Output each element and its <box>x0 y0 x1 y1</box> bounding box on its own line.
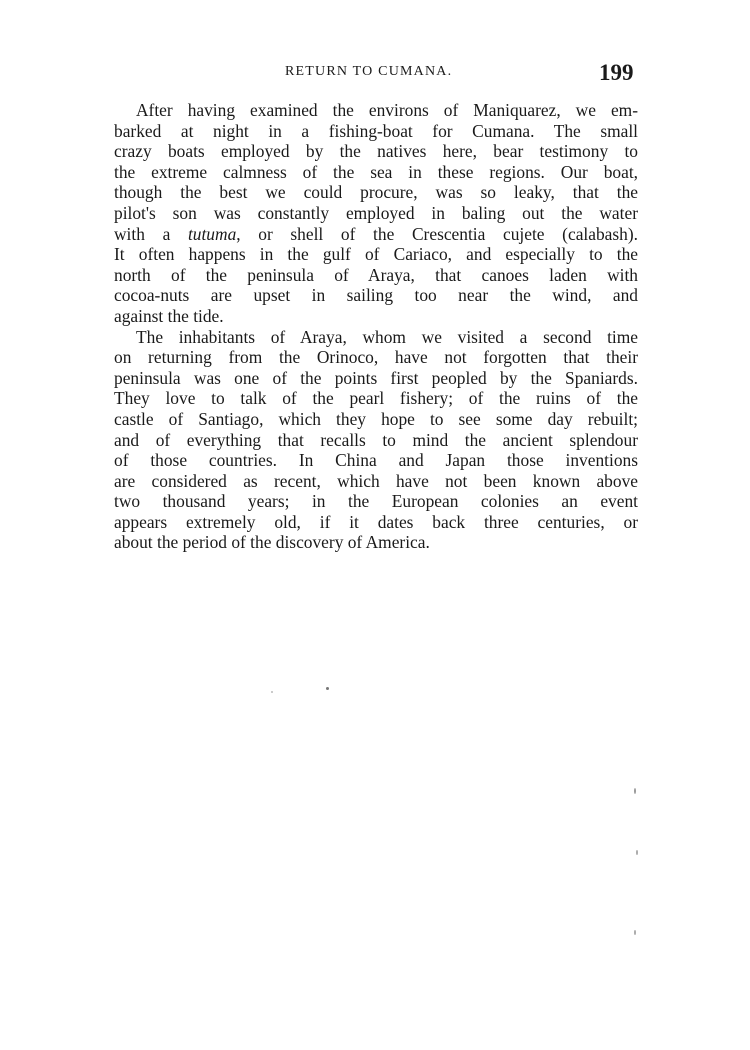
scan-speck <box>326 687 329 690</box>
text-line: north of the peninsula of Araya, that canoes laden with <box>114 264 638 285</box>
scan-speck <box>636 850 638 855</box>
text-line: of those countries. In China and Japan those inventions <box>114 450 638 471</box>
text-line: pilot's son was constantly employed in baling out the water <box>114 202 638 223</box>
text-line: They love to talk of the pearl fishery; of the ruins of the <box>114 388 638 409</box>
body-text <box>114 100 638 553</box>
text-line: peninsula was one of the points first peopled by the Spaniards. <box>114 367 638 388</box>
text-segment: , or shell of the Crescentia cujete (calabash). <box>236 223 638 244</box>
text-line: cocoa-nuts are upset in sailing too near the wind, and <box>114 285 638 306</box>
text-line: barked at night in a fishing-boat for Cumana. The small <box>114 120 638 141</box>
text-line: crazy boats employed by the natives here, bear testimony to <box>114 141 638 162</box>
text-line: on returning from the Orinoco, have not forgotten that their <box>114 347 638 368</box>
scan-speck <box>271 691 273 693</box>
text-line: about the period of the discovery of America. <box>114 532 430 553</box>
text-line: the extreme calmness of the sea in these regions. Our boat, <box>114 161 638 182</box>
text-line: are considered as recent, which have not been known above <box>114 470 638 491</box>
text-segment: with a <box>114 223 188 244</box>
scan-speck <box>634 788 636 794</box>
page-number: 199 <box>599 60 634 85</box>
paragraph-boat-journey <box>114 100 638 327</box>
paragraph-araya-inhabitants <box>114 327 638 554</box>
text-line: The inhabitants of Araya, whom we visited a second time <box>136 326 638 347</box>
text-line: two thousand years; in the European colonies an event <box>114 491 638 512</box>
text-line: and of everything that recalls to mind the ancient splendour <box>114 429 638 450</box>
italic-term: tutuma <box>187 223 237 244</box>
text-line: against the tide. <box>114 305 224 326</box>
text-line: It often happens in the gulf of Cariaco, and especially to the <box>114 244 638 265</box>
text-line: After having examined the environs of Maniquarez, we em- <box>136 100 638 120</box>
text-line: though the best we could procure, was so leaky, that the <box>114 182 638 203</box>
text-line <box>114 224 638 245</box>
scan-speck <box>634 930 636 935</box>
text-line: appears extremely old, if it dates back three centuries, or <box>114 511 638 532</box>
text-line: castle of Santiago, which they hope to see some day rebuilt; <box>114 408 638 429</box>
running-head: RETURN TO CUMANA. <box>285 64 453 79</box>
